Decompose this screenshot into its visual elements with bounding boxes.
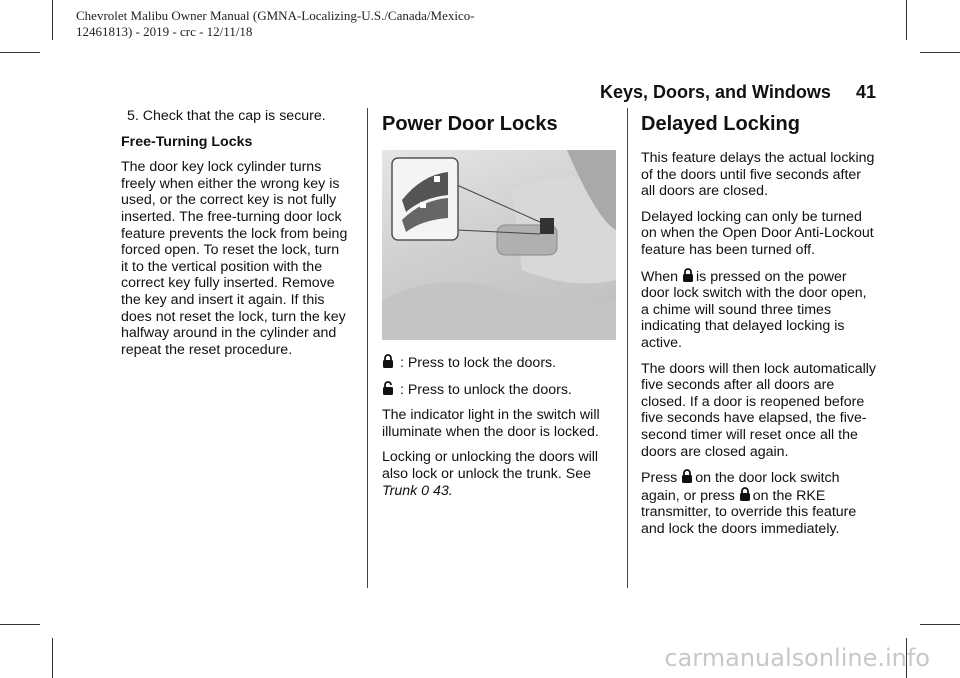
heading-power-door-locks: Power Door Locks — [382, 113, 558, 135]
crop-mark — [920, 52, 960, 53]
door-lock-switch-illustration — [382, 150, 616, 340]
crop-mark — [52, 638, 53, 678]
unlock-icon — [382, 381, 394, 396]
step-5: 5. Check that the cap is secure. — [127, 108, 326, 124]
lock-icon — [739, 487, 751, 502]
crop-mark — [0, 52, 40, 53]
section-title: Keys, Doors, and Windows — [600, 82, 831, 102]
door-panel-drawing — [382, 150, 616, 340]
column-divider — [627, 108, 628, 588]
running-head — [600, 82, 876, 103]
lock-instruction: : Press to lock the doors. — [382, 354, 616, 372]
lock-icon — [382, 354, 394, 369]
document-metadata: Chevrolet Malibu Owner Manual (GMNA-Localizing-U.S./Canada/Mexico- 12461813) - 2019 - crc - 12/11/18 — [76, 8, 475, 39]
column-divider — [367, 108, 368, 588]
delayed-p1: This feature delays the actual locking of the doors until five seconds after all doors are closed. — [641, 150, 875, 200]
lock-icon — [682, 268, 694, 283]
delayed-p3: When is pressed on the power door lock switch with the door open, a chime will sound three times indicating that delayed locking is active. — [641, 268, 867, 351]
unlock-instruction: : Press to unlock the doors. — [382, 381, 616, 399]
column-left — [121, 108, 349, 367]
column-middle — [382, 108, 616, 508]
trunk-link[interactable]: Trunk — [382, 482, 418, 499]
trunk-paragraph: Locking or unlocking the doors will also lock or unlock the trunk. See Trunk 0 43. — [382, 449, 599, 499]
delayed-p2: Delayed locking can only be turned on when the Open Door Anti-Lockout feature has been turned off. — [641, 208, 874, 258]
page-number: 41 — [855, 82, 876, 102]
watermark: carmanualsonline.info — [664, 644, 930, 672]
heading-delayed-locking: Delayed Locking — [641, 113, 800, 135]
delayed-p5: Press on the door lock switch again, or press on the RKE transmitter, to override this feature and lock the doors immediately. — [641, 470, 857, 537]
crop-mark — [920, 624, 960, 625]
crop-mark — [906, 0, 907, 40]
indicator-paragraph: The indicator light in the switch will illuminate when the door is locked. — [382, 407, 600, 440]
delayed-p4: The doors will then lock automatically five seconds after all doors are closed. If a door is reopened before five seconds have elapsed, the five-second timer will reset once all the doors are closed again. — [641, 360, 876, 460]
free-turning-body: The door key lock cylinder turns freely when either the wrong key is used, or the correct key is not fully inserted. The free-turning door lock feature prevents the lock from being forced open. To reset the lock, turn it to the vertical position with the correct key fully inserted. Remove the key and insert it again. If this does not reset the lock, turn the key halfway around in the cylinder and repeat the reset procedure. — [121, 159, 348, 358]
subhead-free-turning-locks: Free-Turning Locks — [121, 133, 253, 150]
column-right — [641, 108, 877, 546]
crop-mark — [52, 0, 53, 40]
crop-mark — [0, 624, 40, 625]
lock-icon — [681, 469, 693, 484]
